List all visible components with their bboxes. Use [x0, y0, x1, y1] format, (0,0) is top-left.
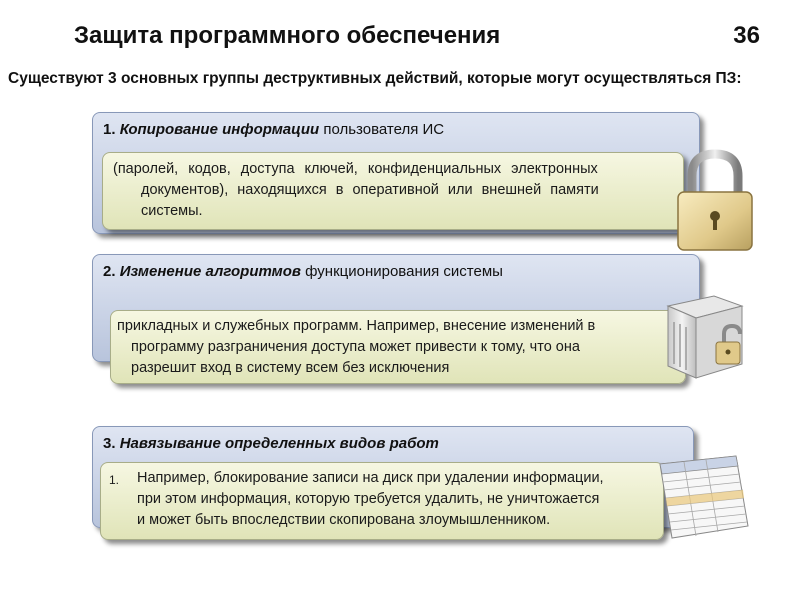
group-3-line-3: и может быть впоследствии скопирована злоумышленником.: [137, 512, 551, 528]
group-3-line-1: Например, блокирование записи на диск при удалении информации,: [137, 470, 604, 486]
page-title: Защита программного обеспечения: [74, 22, 501, 49]
group-3-number: 3.: [103, 435, 116, 452]
group-2-line-3: разрешит вход в систему всем без исключения: [131, 360, 450, 376]
group-1-heading: [103, 121, 444, 138]
group-2-line-1: прикладных и служебных программ. Например, внесение изменений в: [117, 318, 596, 334]
group-2-line-2: программу разграничения доступа может привести к тому, что она: [131, 339, 580, 355]
group-2-title-italic: Изменение алгоритмов: [119, 263, 301, 280]
group-1-details: [102, 152, 684, 230]
slide-number: 36: [733, 22, 760, 49]
group-1-number: 1.: [103, 121, 116, 138]
group-1-line-1: (паролей, кодов, доступа ключей, конфиденциальных электронных: [113, 161, 598, 177]
group-2-details: [110, 310, 686, 384]
spreadsheet-icon: [654, 452, 754, 544]
intro-text: Существуют 3 основных группы деструктивных действий, которые могут осуществляться ПЗ:: [8, 70, 742, 87]
group-3-line-2: при этом информация, которую требуется удалить, не уничтожается: [137, 491, 600, 507]
group-2-heading: [103, 263, 503, 280]
server-lock-icon: [658, 290, 754, 386]
group-1-title-italic: Копирование информации: [119, 121, 320, 138]
group-3-list-marker: 1.: [109, 473, 120, 487]
group-1-title-rest: пользователя ИС: [323, 121, 445, 138]
group-2-number: 2.: [103, 263, 116, 280]
group-3-title-italic: Навязывание определенных видов работ: [119, 435, 439, 452]
group-2-title-rest: функционирования системы: [305, 263, 503, 280]
group-3-heading: [103, 435, 439, 452]
padlock-icon: [672, 148, 758, 254]
group-1-line-3: системы.: [141, 203, 203, 219]
group-1-line-2: документов), находящихся в оперативной или внешней памяти: [141, 182, 599, 198]
group-3-details: [100, 462, 664, 540]
